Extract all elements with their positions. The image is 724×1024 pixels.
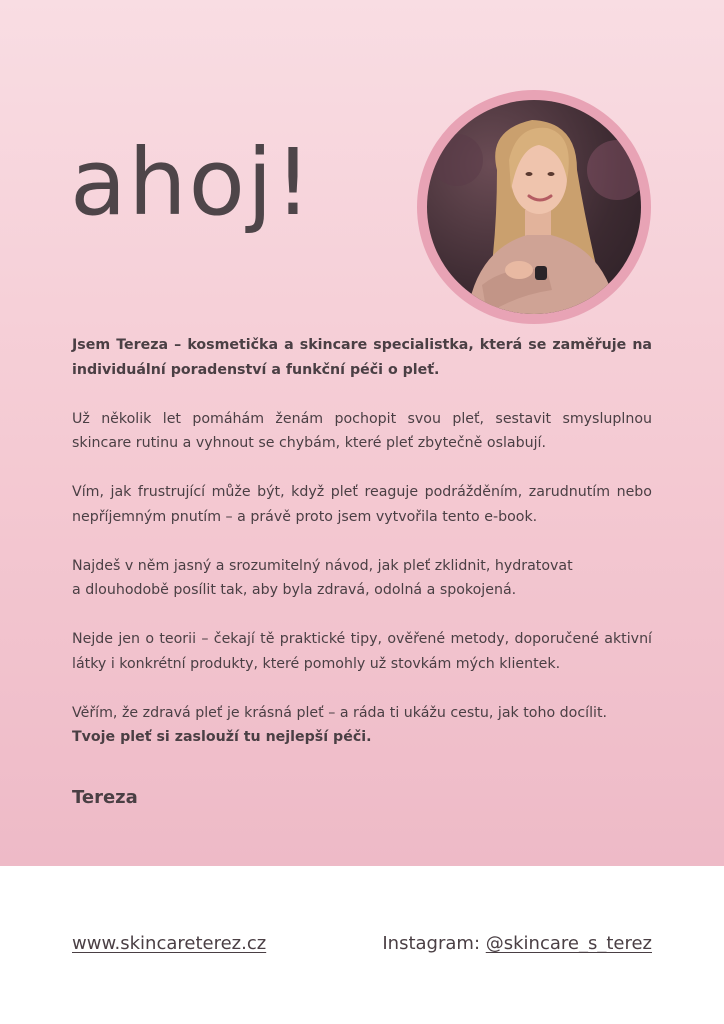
paragraph-2: Vím, jak frustrující může být, když pleť reaguje podrážděním, zarudnutím nebo nepříjemným pnutím – a právě proto jsem vytvořila tento e-book. [72, 484, 652, 525]
paragraph-5-bold: Tvoje pleť si zaslouží tu nejlepší péči. [72, 729, 372, 745]
portrait-frame [417, 90, 651, 324]
instagram-handle[interactable]: @skincare_s_terez [485, 933, 652, 954]
greeting-heading: ahoj! [70, 129, 314, 236]
instagram-label: Instagram: [382, 933, 486, 954]
paragraph-1: Už několik let pomáhám ženám pochopit svou pleť, sestavit smysluplnou skincare rutinu a vyhnout se chybám, které pleť zbytečně oslabují. [72, 410, 652, 451]
paragraph-5 [72, 701, 652, 750]
intro-text [72, 333, 652, 750]
paragraph-3-line-2: a dlouhodobě posílit tak, aby byla zdravá, odolná a spokojená. [72, 582, 517, 598]
paragraph-3-line-1: Najdeš v něm jasný a srozumitelný návod, jak pleť zklidnit, hydratovat [72, 557, 573, 574]
paragraph-4: Nejde jen o teorii – čekají tě praktické tipy, ověřené metody, doporučené aktivní látky i konkrétní produkty, které pomohly už stovkám mých klientek. [72, 631, 652, 672]
paragraph-3 [72, 554, 652, 603]
instagram-link[interactable] [382, 933, 652, 954]
intro-paragraph: Jsem Tereza – kosmetička a skincare specialistka, která se zaměřuje na individuální poradenství a funkční péči o pleť. [72, 337, 652, 378]
portrait-illustration [427, 100, 641, 314]
signature: Tereza [72, 787, 138, 808]
website-link[interactable]: www.skincareterez.cz [72, 933, 267, 954]
paragraph-5-text: Věřím, že zdravá pleť je krásná pleť – a ráda ti ukážu cestu, jak toho docílit. [72, 704, 608, 721]
portrait-photo [427, 100, 641, 314]
